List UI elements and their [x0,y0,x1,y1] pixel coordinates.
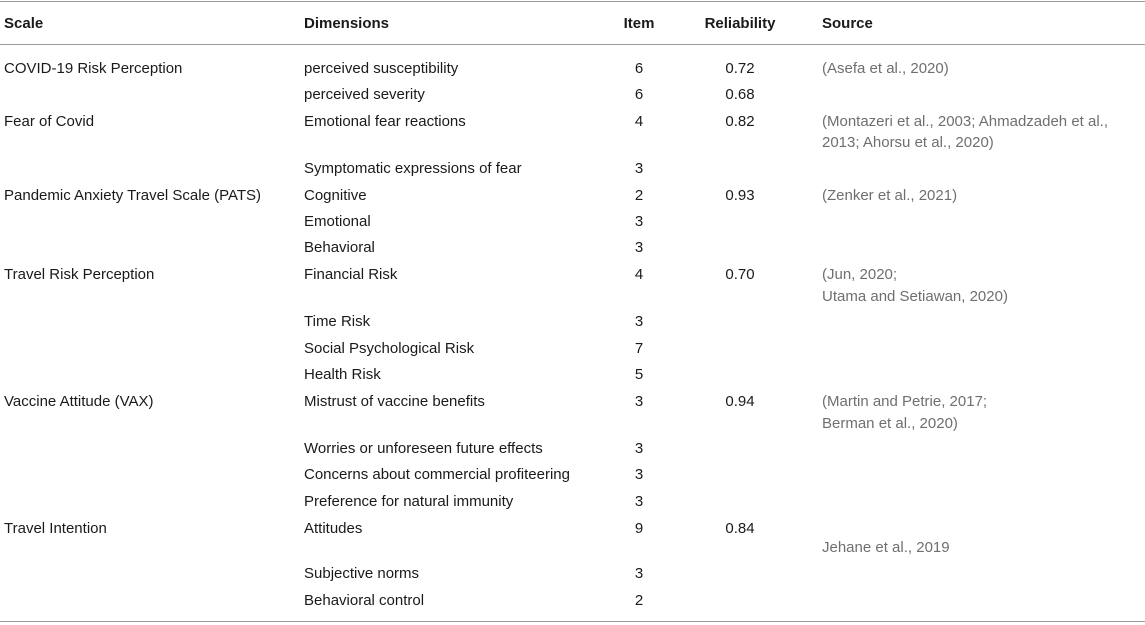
dimension-cell: Symptomatic expressions of fear [304,160,522,177]
header-dimensions: Dimensions [304,15,390,32]
dimension-cell: Time Risk [304,313,371,330]
table-top-rule [0,1,1145,2]
dimension-cell: Mistrust of vaccine benefits [304,393,485,410]
source-cell: (Zenker et al., 2021) [822,187,958,204]
item-cell: 2 [634,187,644,204]
item-cell: 9 [634,520,644,537]
dimension-cell: Health Risk [304,366,381,383]
header-reliability: Reliability [704,15,776,32]
scale-cell: Travel Intention [4,520,107,537]
item-cell: 3 [634,239,644,256]
item-cell: 4 [634,266,644,283]
reliability-cell: 0.68 [725,86,755,103]
dimension-cell: Emotional fear reactions [304,113,466,130]
dimension-cell: Cognitive [304,187,367,204]
item-cell: 6 [634,60,644,77]
source-cell: (Jun, 2020; [822,266,898,283]
source-cell: 2013; Ahorsu et al., 2020) [822,134,994,151]
reliability-cell: 0.84 [725,520,755,537]
source-cell: (Montazeri et al., 2003; Ahmadzadeh et al., [822,113,1109,130]
item-cell: 5 [634,366,644,383]
source-cell: Utama and Setiawan, 2020) [822,288,1008,305]
dimension-cell: Subjective norms [304,565,420,582]
dimension-cell: Behavioral control [304,592,425,609]
table-header-rule [0,44,1145,45]
item-cell: 3 [634,466,644,483]
dimension-cell: Attitudes [304,520,363,537]
item-cell: 3 [634,313,644,330]
reliability-cell: 0.82 [725,113,755,130]
scale-cell: Pandemic Anxiety Travel Scale (PATS) [4,187,262,204]
dimension-cell: Preference for natural immunity [304,493,514,510]
dimension-cell: Social Psychological Risk [304,340,475,357]
scale-cell: Vaccine Attitude (VAX) [4,393,154,410]
scale-cell: Fear of Covid [4,113,95,130]
source-cell: (Asefa et al., 2020) [822,60,949,77]
reliability-cell: 0.70 [725,266,755,283]
source-cell: (Martin and Petrie, 2017; [822,393,988,410]
item-cell: 3 [634,393,644,410]
header-source: Source [822,15,873,32]
dimension-cell: Behavioral [304,239,375,256]
item-cell: 6 [634,86,644,103]
source-cell: Berman et al., 2020) [822,415,958,432]
source-cell: Jehane et al., 2019 [822,539,950,556]
header-item: Item [623,15,655,32]
dimension-cell: Financial Risk [304,266,398,283]
reliability-cell: 0.72 [725,60,755,77]
reliability-cell: 0.93 [725,187,755,204]
item-cell: 2 [634,592,644,609]
dimension-cell: perceived susceptibility [304,60,459,77]
scale-cell: Travel Risk Perception [4,266,155,283]
item-cell: 3 [634,440,644,457]
scale-cell: COVID-19 Risk Perception [4,60,183,77]
reliability-cell: 0.94 [725,393,755,410]
item-cell: 3 [634,493,644,510]
item-cell: 3 [634,160,644,177]
item-cell: 3 [634,565,644,582]
item-cell: 3 [634,213,644,230]
dimension-cell: perceived severity [304,86,425,103]
dimension-cell: Concerns about commercial profiteering [304,466,570,483]
dimension-cell: Worries or unforeseen future effects [304,440,543,457]
dimension-cell: Emotional [304,213,371,230]
item-cell: 4 [634,113,644,130]
header-scale: Scale [4,15,44,32]
table-bottom-rule [0,621,1145,622]
item-cell: 7 [634,340,644,357]
